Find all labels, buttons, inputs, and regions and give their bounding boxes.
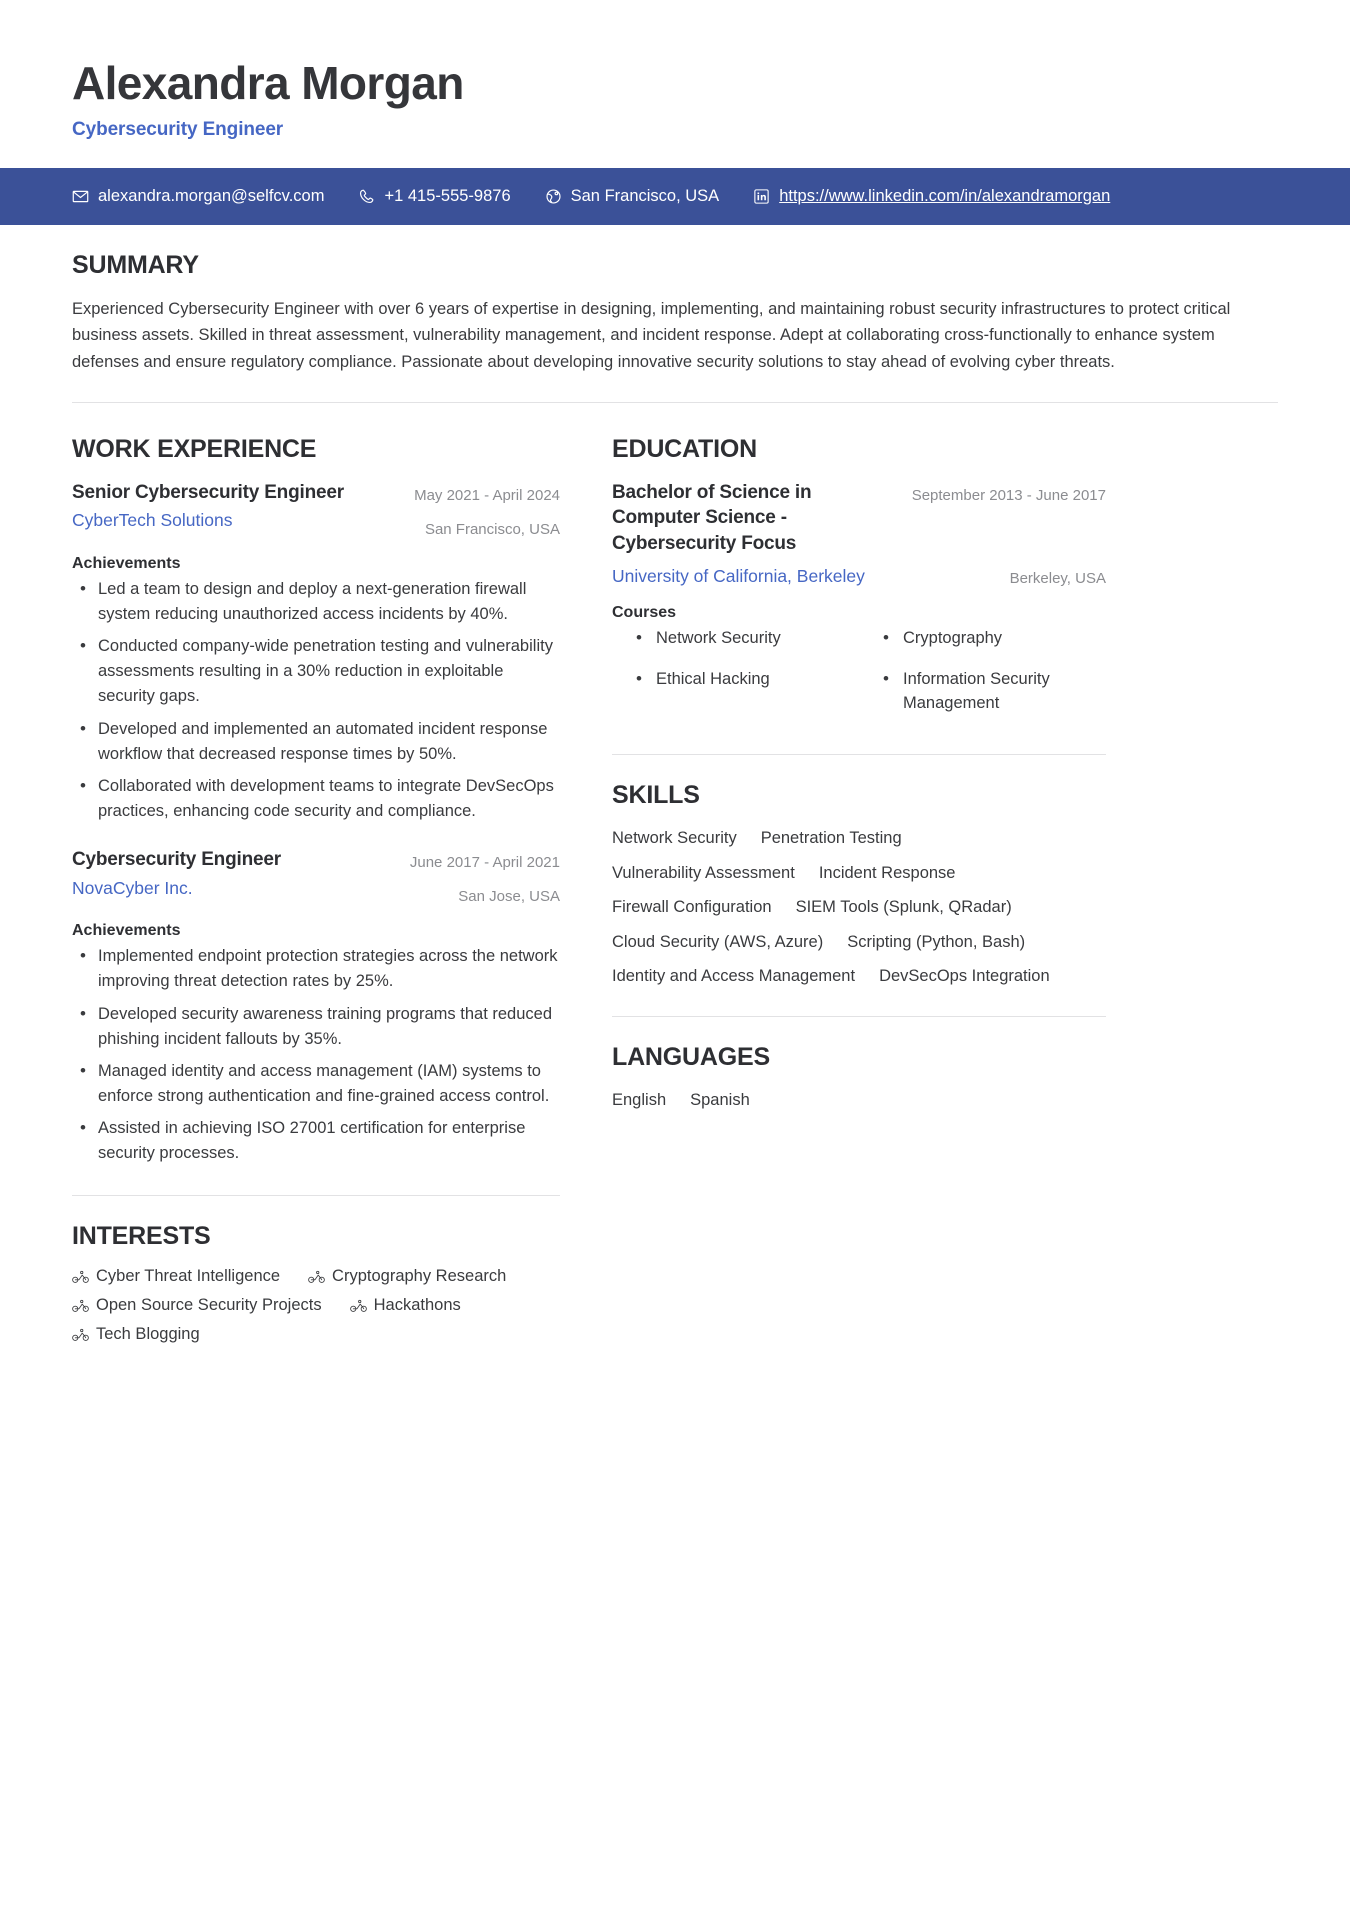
summary-heading: SUMMARY <box>72 250 199 279</box>
summary-text: Experienced Cybersecurity Engineer with over 6 years of expertise in designing, implementing, and maintaining robust security infrastructures to protect critical business assets. Skilled in threat assessment, vulnerability management, and incident response. Adept at collaborating cross-functionally to enhance system defenses and ensure regulatory compliance. Passionate about developing innovative security solutions to stay ahead of evolving cyber threats. <box>72 299 1231 371</box>
section-education <box>612 409 1106 732</box>
skills-heading: SKILLS <box>612 781 700 810</box>
skill-item: Penetration Testing <box>760 829 902 848</box>
language-item: Spanish <box>690 1090 750 1109</box>
work-location: San Jose, USA <box>458 888 560 906</box>
work-achievements-list <box>72 944 560 1166</box>
section-divider-top <box>72 402 1278 403</box>
contact-email-text: alexandra.morgan@selfcv.com <box>98 186 325 205</box>
languages-list <box>612 1088 1106 1114</box>
work-entry <box>72 847 560 1166</box>
education-entry <box>612 480 1106 732</box>
work-org: CyberTech Solutions <box>72 510 233 531</box>
list-item: • Ethical Hacking <box>630 667 859 717</box>
interest-label: Tech Blogging <box>96 1325 200 1343</box>
interest-item <box>350 1296 461 1315</box>
interests-heading: INTERESTS <box>72 1222 211 1250</box>
interest-item <box>72 1296 322 1315</box>
education-date: September 2013 - June 2017 <box>911 486 1106 504</box>
list-item: • Developed security awareness training programs that reduced phishing incident fallouts by 35%. <box>72 1002 560 1052</box>
section-languages <box>612 1017 1106 1114</box>
interest-label: Hackathons <box>373 1296 461 1314</box>
skill-item: Incident Response <box>818 863 956 882</box>
language-item: English <box>612 1090 667 1109</box>
contact-email[interactable] <box>72 187 324 206</box>
work-date: May 2021 - April 2024 <box>414 486 560 504</box>
header-job-title: Cybersecurity Engineer <box>72 118 284 140</box>
education-heading: EDUCATION <box>612 434 757 463</box>
skill-item: Firewall Configuration <box>612 898 772 917</box>
list-item: • Managed identity and access management (IAM) systems to enforce strong authentication and fine-grained access control. <box>72 1059 560 1109</box>
interest-label: Cyber Threat Intelligence <box>96 1267 281 1285</box>
skill-item: SIEM Tools (Splunk, QRadar) <box>795 898 1012 917</box>
envelope-icon <box>72 188 89 205</box>
resume-content <box>0 225 1350 1344</box>
list-item: • Conducted company-wide penetration testing and vulnerability assessments resulting in a 30% reduction in exploitable security gaps. <box>72 634 560 709</box>
interest-label: Open Source Security Projects <box>96 1296 322 1314</box>
skill-item: Identity and Access Management <box>612 967 856 986</box>
two-column-body <box>72 409 1278 1344</box>
skill-item: Scripting (Python, Bash) <box>847 932 1026 951</box>
contact-linkedin-text[interactable]: https://www.linkedin.com/in/alexandramorgan <box>779 186 1111 205</box>
work-heading: WORK EXPERIENCE <box>72 434 317 463</box>
contact-location-text: San Francisco, USA <box>570 186 720 205</box>
work-location: San Francisco, USA <box>424 520 560 538</box>
skill-item: Network Security <box>612 829 737 848</box>
work-entry <box>72 480 560 824</box>
list-item: • Cryptography <box>877 626 1106 651</box>
skill-item: Vulnerability Assessment <box>612 863 795 882</box>
bicycle-icon <box>308 1270 325 1284</box>
education-location: Berkeley, USA <box>1009 569 1106 587</box>
contact-phone[interactable] <box>358 187 510 206</box>
work-org: NovaCyber Inc. <box>72 877 193 898</box>
list-item: • Assisted in achieving ISO 27001 certification for enterprise security processes. <box>72 1116 560 1166</box>
phone-icon <box>358 188 375 205</box>
skill-item: DevSecOps Integration <box>879 967 1050 986</box>
contact-phone-text: +1 415-555-9876 <box>384 186 511 205</box>
bicycle-icon <box>350 1299 367 1313</box>
work-role: Senior Cybersecurity Engineer <box>72 481 344 503</box>
bicycle-icon <box>72 1328 89 1342</box>
list-item: • Network Security <box>630 626 859 651</box>
work-role: Cybersecurity Engineer <box>72 848 281 870</box>
section-work-experience <box>72 409 560 1166</box>
list-item: • Information Security Management <box>877 667 1106 717</box>
interests-list <box>72 1267 560 1344</box>
contact-location <box>545 187 720 206</box>
contact-linkedin[interactable] <box>753 187 1110 206</box>
right-column <box>588 409 1106 1114</box>
globe-pin-icon <box>545 188 562 205</box>
education-school: University of California, Berkeley <box>612 565 865 586</box>
section-interests <box>72 1196 560 1344</box>
left-column <box>72 409 588 1344</box>
interest-label: Cryptography Research <box>332 1267 507 1285</box>
courses-list <box>612 626 1106 732</box>
education-degree: Bachelor of Science in Computer Science - Cybersecurity Focus <box>612 481 812 554</box>
list-item: • Collaborated with development teams to integrate DevSecOps practices, enhancing code security and compliance. <box>72 774 560 824</box>
section-skills <box>612 755 1106 990</box>
resume-header <box>0 0 1350 141</box>
interest-item <box>308 1267 506 1286</box>
section-summary <box>72 225 1278 376</box>
bicycle-icon <box>72 1299 89 1313</box>
list-item: • Implemented endpoint protection strategies across the network improving threat detection rates by 25%. <box>72 944 560 994</box>
list-item: • Developed and implemented an automated incident response workflow that decreased response times by 50%. <box>72 717 560 767</box>
work-achievements-list <box>72 577 560 824</box>
languages-heading: LANGUAGES <box>612 1042 770 1071</box>
interest-item <box>72 1325 200 1344</box>
interest-item <box>72 1267 280 1286</box>
courses-label: Courses <box>612 603 677 621</box>
skills-list <box>612 826 1106 990</box>
page-title: Alexandra Morgan <box>72 57 464 109</box>
achievements-label: Achievements <box>72 922 181 940</box>
skill-item: Cloud Security (AWS, Azure) <box>612 932 824 951</box>
linkedin-icon <box>753 188 770 205</box>
list-item: • Led a team to design and deploy a next-generation firewall system reducing unauthorized access incidents by 40%. <box>72 577 560 627</box>
work-date: June 2017 - April 2021 <box>409 853 560 871</box>
contact-bar <box>0 168 1350 225</box>
bicycle-icon <box>72 1270 89 1284</box>
achievements-label: Achievements <box>72 555 181 573</box>
